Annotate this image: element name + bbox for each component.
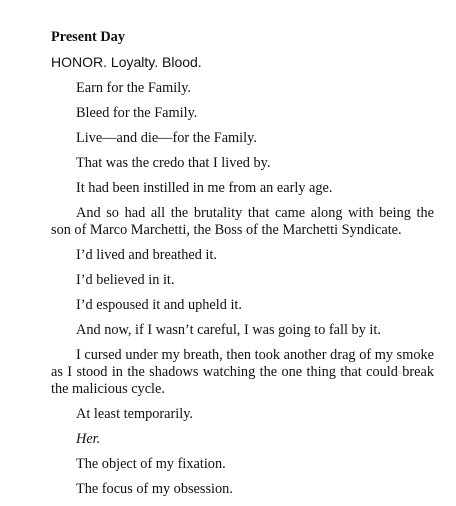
- paragraph: That was the credo that I lived by.: [76, 155, 271, 171]
- document-body: [51, 29, 434, 506]
- paragraph-italic: Her.: [76, 431, 101, 447]
- paragraph: Live—and die—for the Family.: [76, 130, 257, 146]
- opening-caps-word: HONOR: [51, 54, 104, 70]
- paragraph: I cursed under my breath, then took another drag of my smoke as I stood in the shadows watching the one thing that could break the malicious cycle.: [51, 347, 434, 397]
- paragraph: At least temporarily.: [76, 406, 193, 422]
- paragraph: I’d espoused it and upheld it.: [76, 297, 242, 313]
- paragraph: I’d believed in it.: [76, 272, 175, 288]
- paragraph: I’d lived and breathed it.: [76, 247, 217, 263]
- paragraph: The object of my fixation.: [76, 456, 226, 472]
- opening-paragraph: [51, 54, 434, 72]
- opening-rest-text: . Loyalty. Blood.: [103, 54, 202, 70]
- paragraph: And now, if I wasn’t careful, I was going to fall by it.: [76, 322, 381, 338]
- paragraph: And so had all the brutality that came along with being the son of Marco Marchetti, the Boss of the Marchetti Syndicate.: [51, 205, 434, 238]
- paragraph: Earn for the Family.: [76, 80, 192, 96]
- section-heading: Present Day: [51, 29, 125, 45]
- paragraph: It had been instilled in me from an early age.: [76, 180, 333, 196]
- paragraph: The focus of my obsession.: [76, 481, 233, 497]
- paragraph: Bleed for the Family.: [76, 105, 198, 121]
